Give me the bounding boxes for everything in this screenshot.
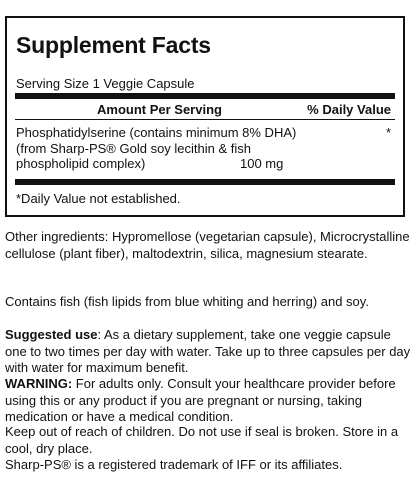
suggested-use-text: : As a dietary supplement, take one veggie capsule one to two times per day with water. Take up to three capsules per day with water for maximum benefit. <box>5 327 411 375</box>
suggested-use-label: Suggested use <box>5 327 98 342</box>
daily-value-footnote: *Daily Value not established. <box>16 191 181 206</box>
warning-text: For adults only. Consult your healthcare provider before using this or any product if you are pregnant or nursing, taking medication or have a medical condition. <box>5 376 396 424</box>
other-ingredients: Other ingredients: Hypromellose (vegetarian capsule), Microcrystalline cellulose (plant fiber), maltodextrin, silica, magnesium stearate. <box>5 229 410 261</box>
serving-size: Serving Size 1 Veggie Capsule <box>16 76 195 91</box>
ingredient-name <box>16 125 346 172</box>
ingredient-line: (from Sharp-PS® Gold soy lecithin & fish <box>16 140 251 156</box>
allergen-statement: Contains fish (fish lipids from blue whiting and herring) and soy. <box>5 294 369 309</box>
daily-value-header: % Daily Value <box>307 102 391 117</box>
trademark-notice: Sharp-PS® is a registered trademark of IFF or its affiliates. <box>5 457 343 472</box>
bottom-divider <box>15 179 395 185</box>
amount-per-serving-header: Amount Per Serving <box>97 102 222 117</box>
warning <box>5 376 411 426</box>
ingredient-daily-value: * <box>385 125 391 140</box>
ingredient-line: Phosphatidylserine (contains minimum 8% DHA) <box>16 125 297 140</box>
warning-label: WARNING: <box>5 376 73 391</box>
supplement-facts-panel <box>5 16 405 217</box>
thick-divider <box>15 93 395 99</box>
thin-divider <box>15 119 395 120</box>
ingredient-amount: 100 mg <box>240 156 284 171</box>
ingredient-line: phospholipid complex) <box>16 156 146 171</box>
suggested-use <box>5 327 411 377</box>
facts-title: Supplement Facts <box>16 32 211 58</box>
storage-instructions: Keep out of reach of children. Do not use if seal is broken. Store in a cool, dry place. <box>5 424 399 456</box>
